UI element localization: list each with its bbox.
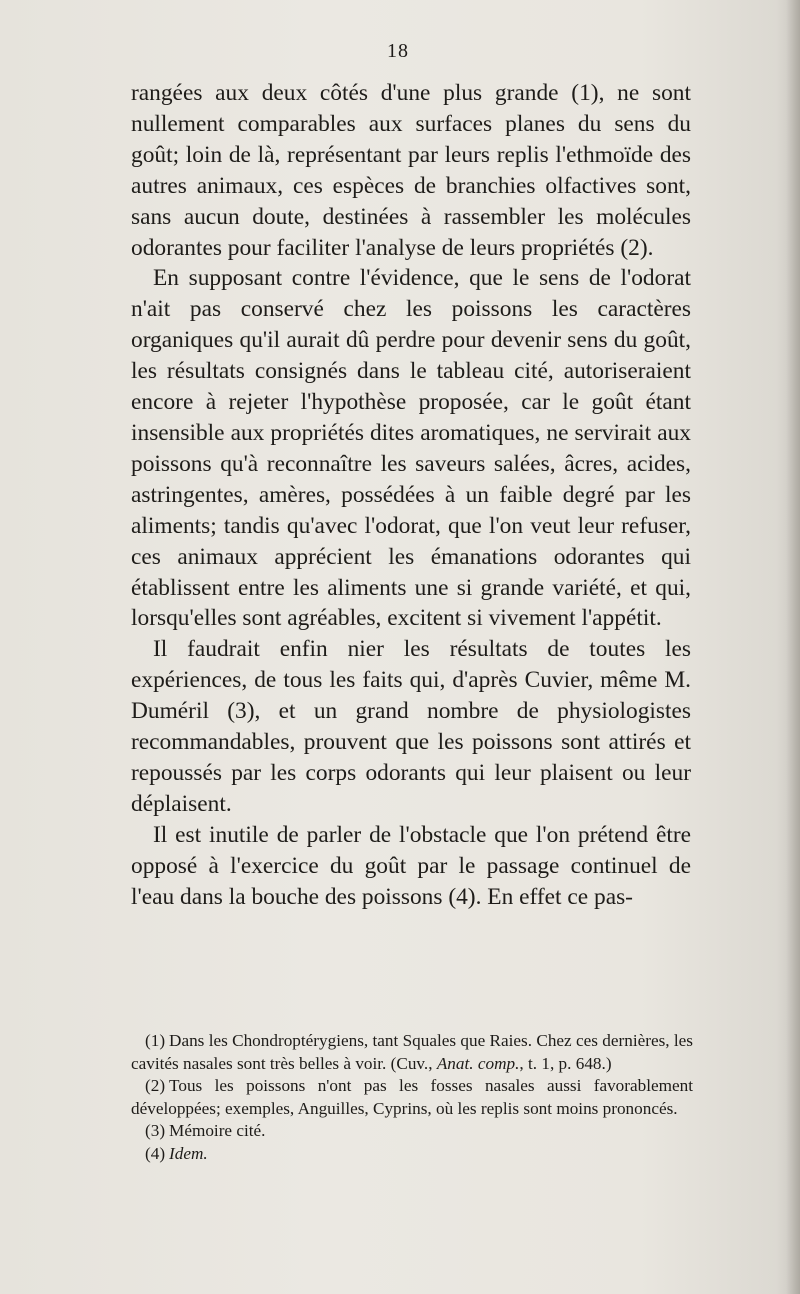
footnote-marker: (2) [145,1076,166,1096]
footnote-text: Dans les Chondroptérygiens, tant Squales que Raies. Chez ces dernières, les cavités nasales sont très belles à voir. (Cuv., [131,1031,693,1073]
footnote [131,1143,693,1166]
footnote-marker: (3) [145,1121,166,1141]
paragraph: Il faudrait enfin nier les résultats de toutes les expériences, de tous les faits qui, d'après Cuvier, même M. Duméril (3), et un grand nombre de physiologistes recommandables, prouvent que les poissons sont attirés et repoussés par les corps odorants qui leur plaisent ou leur déplaisent. [131,636,691,817]
paragraph: En supposant contre l'évidence, que le sens de l'odorat n'ait pas conservé chez les poissons les caractères organiques qu'il aurait dû perdre pour devenir sens du goût, les résultats consignés dans le tableau cité, autoriseraient encore à rejeter l'hypothèse proposée, car le goût étant insensible aux propriétés dites aromatiques, ne servirait aux poissons qu'à reconnaître les saveurs salées, âcres, acides, astringentes, amères, possédées à un faible degré par les aliments; tandis qu'avec l'odorat, que l'on veut leur refuser, ces animaux apprécient les émanations odorantes qui établissent entre les aliments une si grande variété, et qui, lorsqu'elles sont agréables, excitent si vivement l'appétit. [131,265,691,632]
footnotes [131,1030,693,1166]
footnote-marker: (1) [145,1031,166,1050]
paragraph: Il est inutile de parler de l'obstacle que l'on prétend être opposé à l'exercice du goût par le passage continuel de l'eau dans la bouche des poissons (4). En effet ce pas- [131,821,691,910]
footnote-marker: (4) [145,1143,166,1163]
main-text [131,78,691,912]
page-edge-shadow [786,0,800,1294]
footnote-text: , t. 1, p. 648.) [519,1053,612,1073]
footnote-citation: Anat. comp. [436,1053,520,1073]
footnote-text: Idem. [169,1143,208,1163]
footnote [131,1120,693,1143]
footnote [131,1075,693,1120]
footnote-text: Tous les poissons n'ont pas les fosses nasales aussi favorablement développées; exemples, Anguilles, Cyprins, où les replis sont moins prononcés. [131,1076,693,1118]
footnote-text: Mémoire cité. [169,1121,266,1141]
paragraph: rangées aux deux côtés d'une plus grande (1), ne sont nullement comparables aux surfaces planes du sens du goût; loin de là, représentant par leurs replis l'ethmoïde des autres animaux, ces espèces de branchies olfactives sont, sans aucun doute, destinées à rassembler les molécules odorantes pour faciliter l'analyse de leurs propriétés (2). [131,80,691,261]
footnote [131,1030,693,1075]
page-number: 18 [387,40,409,62]
